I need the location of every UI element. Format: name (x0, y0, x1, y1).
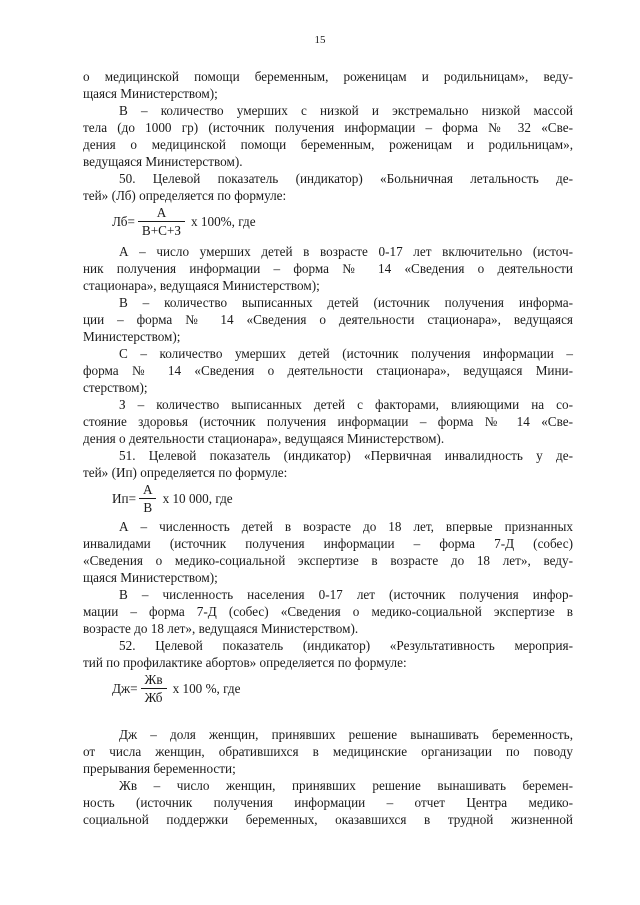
text-line: Министерством); (83, 329, 181, 344)
text-line: В – количество умерших с низкой и экстремально низкой массой (119, 103, 573, 118)
text-line: Жв – число женщин, принявших решение вынашивать беремен- (119, 778, 573, 793)
text-line: дения о деятельности стационара», ведущаяся Министерством). (83, 431, 445, 446)
text-line: о медицинской помощи беременным, роженицам и родильницам», веду- (83, 69, 573, 84)
text-line: тела (до 1000 гр) (источник получения информации – форма № 32 «Све- (83, 120, 573, 135)
formula-denominator: Жб (141, 688, 167, 705)
text-line: 50. Целевой показатель (индикатор) «Больничная летальность де- (119, 171, 573, 186)
text-line: инвалидами (источник получения информации – форма 7-Д (собес) (83, 536, 573, 551)
formula-dzh (112, 672, 240, 705)
formula-denominator: В+С+З (138, 221, 185, 238)
text-line: «Сведения о медико-социальной экспертизе в возрасте до 18 лет», веду- (83, 553, 573, 568)
text-line: В – численность населения 0-17 лет (источник получения инфор- (119, 587, 573, 602)
text-line: А – число умерших детей в возрасте 0-17 лет включительно (источ- (119, 244, 573, 259)
formula-numerator: Жв (144, 672, 163, 687)
text-line: Дж – доля женщин, принявших решение вынашивать беременность, (119, 727, 573, 742)
text-line: З – количество выписанных детей с факторами, влияющими на со- (119, 397, 573, 412)
text-line: стерством); (83, 380, 148, 395)
text-line: социальной поддержки беременных, оказавшихся в трудной жизненной (83, 812, 573, 827)
text-line: форма № 14 «Сведения о деятельности стационара», ведущаяся Мини- (83, 363, 573, 378)
text-line: ции – форма № 14 «Сведения о деятельности стационара», ведущаяся (83, 312, 573, 327)
text-line: тей» (Лб) определяется по формуле: (83, 188, 287, 203)
formula-rhs: х 10 000, где (162, 490, 233, 506)
text-line: возрасте до 18 лет», ведущаяся Министерством). (83, 621, 359, 636)
page-number: 15 (314, 34, 326, 46)
text-line: мации – форма 7-Д (собес) «Сведения о медико-социальной экспертизе в (83, 604, 573, 619)
text-line: ность (источник получения информации – отчет Центра медико- (83, 795, 573, 810)
text-line: стояние здоровья (источник получения информации – форма № 14 «Све- (83, 414, 573, 429)
text-line: 52. Целевой показатель (индикатор) «Результативность мероприя- (119, 638, 573, 653)
formula-lhs: Дж= (112, 680, 138, 696)
text-line: щаяся Министерством); (83, 570, 218, 585)
text-line: прерывания беременности; (83, 761, 236, 776)
text-line: А – численность детей в возрасте до 18 лет, впервые признанных (119, 519, 573, 534)
formula-rhs: х 100 %, где (172, 680, 241, 696)
text-line: ник получения информации – форма № 14 «Сведения о деятельности (83, 261, 573, 276)
text-line: 51. Целевой показатель (индикатор) «Первичная инвалидность у де- (119, 448, 573, 463)
text-line: дения о медицинской помощи беременным, роженицам и родильницам», (83, 137, 573, 152)
text-line: от числа женщин, обратившихся в медицинские организации по поводу (83, 744, 573, 759)
formula-fraction (138, 205, 185, 238)
formula-denominator: В (139, 498, 156, 515)
text-line: щаяся Министерством); (83, 86, 218, 101)
text-line: В – количество выписанных детей (источник получения информа- (119, 295, 573, 310)
formula-lb (112, 205, 256, 238)
formula-lhs: Лб= (112, 213, 135, 229)
formula-numerator: А (143, 482, 153, 497)
formula-numerator: А (156, 205, 167, 220)
formula-lhs: Ип= (112, 490, 137, 506)
text-line: стационара», ведущаяся Министерством); (83, 278, 320, 293)
formula-fraction (139, 482, 157, 515)
formula-ip (112, 482, 233, 515)
formula-fraction (141, 672, 167, 705)
formula-rhs: х 100%, где (191, 213, 256, 229)
text-line: тей» (Ип) определяется по формуле: (83, 465, 288, 480)
text-line: тий по профилактике абортов» определяется по формуле: (83, 655, 407, 670)
text-line: С – количество умерших детей (источник получения информации – (119, 346, 573, 361)
text-line: ведущаяся Министерством). (83, 154, 243, 169)
